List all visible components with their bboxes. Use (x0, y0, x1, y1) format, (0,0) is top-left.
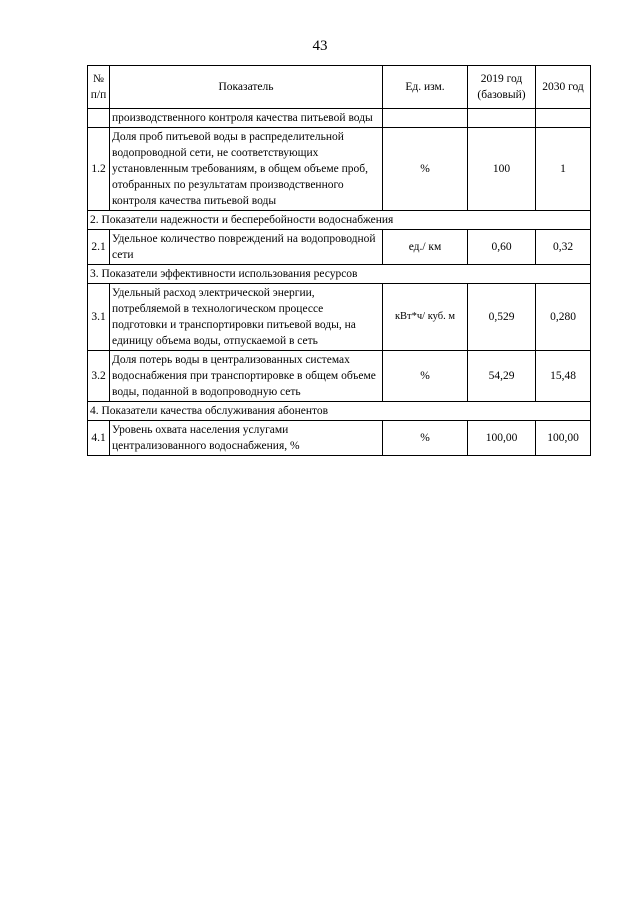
row-name: Уровень охвата населения услугами централизованного водоснабжения, % (110, 421, 383, 456)
section-row (88, 265, 591, 284)
row-2030: 100,00 (536, 421, 591, 456)
section-title: 3. Показатели эффективности использования ресурсов (88, 265, 591, 284)
row-num: 1.2 (88, 128, 110, 211)
row-unit (383, 109, 468, 128)
table-row (88, 351, 591, 402)
table-row (88, 128, 591, 211)
row-2030: 15,48 (536, 351, 591, 402)
indicators-table (87, 65, 591, 456)
header-num: № п/п (88, 66, 110, 109)
row-name: Удельное количество повреждений на водопроводной сети (110, 230, 383, 265)
table-row (88, 421, 591, 456)
row-2019: 0,60 (468, 230, 536, 265)
row-2030: 0,32 (536, 230, 591, 265)
header-2030: 2030 год (536, 66, 591, 109)
row-name: Доля потерь воды в централизованных системах водоснабжения при транспортировке в общем объеме воды, поданной в водопроводную сеть (110, 351, 383, 402)
section-row (88, 402, 591, 421)
header-indicator: Показатель (110, 66, 383, 109)
table-row (88, 109, 591, 128)
row-2030: 0,280 (536, 284, 591, 351)
row-name: производственного контроля качества питьевой воды (110, 109, 383, 128)
row-2030: 1 (536, 128, 591, 211)
row-num: 4.1 (88, 421, 110, 456)
row-num: 3.1 (88, 284, 110, 351)
row-2030 (536, 109, 591, 128)
row-num: 3.2 (88, 351, 110, 402)
section-row (88, 211, 591, 230)
row-unit: % (383, 351, 468, 402)
section-title: 4. Показатели качества обслуживания абонентов (88, 402, 591, 421)
row-2019 (468, 109, 536, 128)
header-2019: 2019 год (базовый) (468, 66, 536, 109)
section-title: 2. Показатели надежности и бесперебойности водоснабжения (88, 211, 591, 230)
page-number: 43 (312, 38, 328, 54)
table-header-row (88, 66, 591, 109)
row-num (88, 109, 110, 128)
row-unit: ед./ км (383, 230, 468, 265)
row-2019: 100 (468, 128, 536, 211)
row-unit: кВт*ч/ куб. м (383, 284, 468, 351)
row-num: 2.1 (88, 230, 110, 265)
row-unit: % (383, 128, 468, 211)
row-2019: 100,00 (468, 421, 536, 456)
row-2019: 0,529 (468, 284, 536, 351)
row-unit: % (383, 421, 468, 456)
table-row (88, 284, 591, 351)
table-row (88, 230, 591, 265)
row-2019: 54,29 (468, 351, 536, 402)
row-name: Удельный расход электрической энергии, потребляемой в технологическом процессе подготовки и транспортировки питьевой воды, на единицу объема воды, отпускаемой в сеть (110, 284, 383, 351)
row-name: Доля проб питьевой воды в распределительной водопроводной сети, не соответствующих установленным требованиям, в общем объеме проб, отобранных по результатам производственного контроля качества питьевой воды (110, 128, 383, 211)
header-unit: Ед. изм. (383, 66, 468, 109)
